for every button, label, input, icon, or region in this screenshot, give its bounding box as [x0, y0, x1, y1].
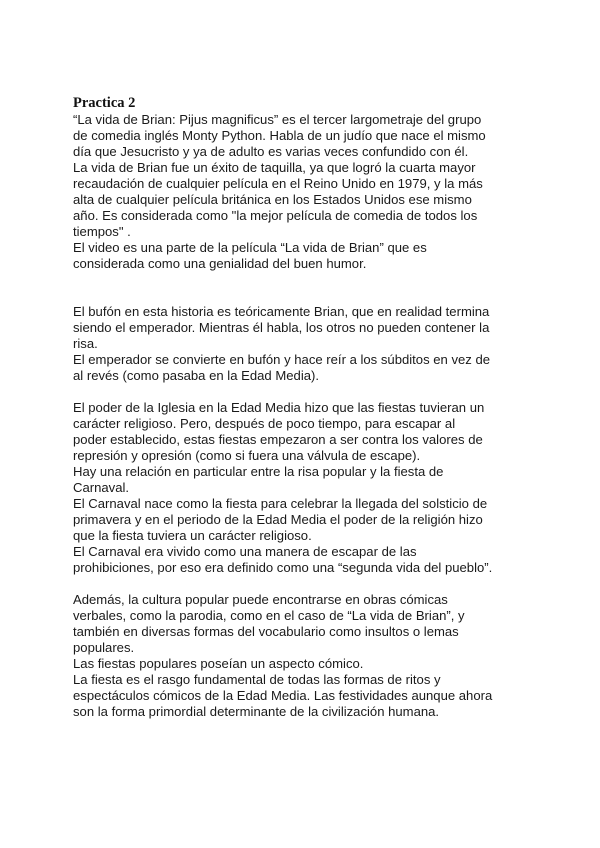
text-line: año. Es considerada como "la mejor película de comedia de todos los [73, 208, 478, 223]
document-body [73, 94, 533, 720]
text-line: verbales, como la parodia, como en el caso de “La vida de Brian”, y [73, 608, 465, 623]
section-spacer [73, 384, 533, 400]
text-line: recaudación de cualquier película en el Reino Unido en 1979, y la más [73, 176, 483, 191]
text-line: Carnaval. [73, 480, 130, 495]
text-line: de comedia inglés Monty Python. Habla de un judío que nace el mismo [73, 128, 486, 143]
text-line: espectáculos cómicos de la Edad Media. Las festividades aunque ahora [73, 688, 493, 703]
text-line: poder establecido, estas fiestas empezaron a ser contra los valores de [73, 432, 483, 447]
text-line: prohibiciones, por eso era definido como una “segunda vida del pueblo”. [73, 560, 493, 575]
paragraph [73, 112, 533, 160]
document-section [73, 304, 533, 384]
text-line: represión y opresión (como si fuera una válvula de escape). [73, 448, 421, 463]
text-line: El bufón en esta historia es teóricamente Brian, que en realidad termina [73, 304, 490, 319]
document-section [73, 400, 533, 576]
text-line: carácter religioso. Pero, después de poco tiempo, para escapar al [73, 416, 456, 431]
text-line: Además, la cultura popular puede encontrarse en obras cómicas [73, 592, 448, 607]
text-line: El video es una parte de la película “La vida de Brian” que es [73, 240, 427, 255]
text-line: considerada como una genialidad del buen humor. [73, 256, 367, 271]
text-line: El Carnaval nace como la fiesta para celebrar la llegada del solsticio de [73, 496, 488, 511]
document-sections [73, 112, 533, 720]
text-line: siendo el emperador. Mientras él habla, los otros no pueden contener la [73, 320, 490, 335]
text-line: La fiesta es el rasgo fundamental de todas las formas de ritos y [73, 672, 441, 687]
text-line: tiempos" . [73, 224, 131, 239]
section-spacer [73, 272, 533, 304]
paragraph [73, 544, 533, 576]
paragraph [73, 672, 533, 720]
paragraph [73, 160, 533, 240]
text-line: Las fiestas populares poseían un aspecto cómico. [73, 656, 364, 671]
text-line: al revés (como pasaba en la Edad Media). [73, 368, 320, 383]
paragraph [73, 592, 533, 656]
text-line: risa. [73, 336, 98, 351]
text-line: que la fiesta tuviera un carácter religioso. [73, 528, 312, 543]
text-line: primavera y en el periodo de la Edad Media el poder de la religión hizo [73, 512, 483, 527]
paragraph [73, 464, 533, 496]
section-spacer [73, 576, 533, 592]
text-line: populares. [73, 640, 135, 655]
text-line: El emperador se convierte en bufón y hace reír a los súbditos en vez de [73, 352, 491, 367]
text-line: día que Jesucristo y ya de adulto es varias veces confundido con él. [73, 144, 469, 159]
paragraph [73, 656, 533, 672]
paragraph [73, 304, 533, 352]
paragraph [73, 496, 533, 544]
text-line: Hay una relación en particular entre la risa popular y la fiesta de [73, 464, 444, 479]
document-section [73, 592, 533, 720]
text-line: La vida de Brian fue un éxito de taquilla, ya que logró la cuarta mayor [73, 160, 476, 175]
document-section [73, 112, 533, 272]
paragraph [73, 400, 533, 464]
text-line: “La vida de Brian: Pijus magnificus” es el tercer largometraje del grupo [73, 112, 482, 127]
text-line: alta de cualquier película británica en los Estados Unidos ese mismo [73, 192, 472, 207]
document-title: Practica 2 [73, 95, 136, 111]
text-line: son la forma primordial determinante de la civilización humana. [73, 704, 440, 719]
paragraph [73, 352, 533, 384]
paragraph [73, 240, 533, 272]
text-line: El poder de la Iglesia en la Edad Media hizo que las fiestas tuvieran un [73, 400, 485, 415]
text-line: también en diversas formas del vocabulario como insultos o lemas [73, 624, 459, 639]
text-line: El Carnaval era vivido como una manera de escapar de las [73, 544, 417, 559]
